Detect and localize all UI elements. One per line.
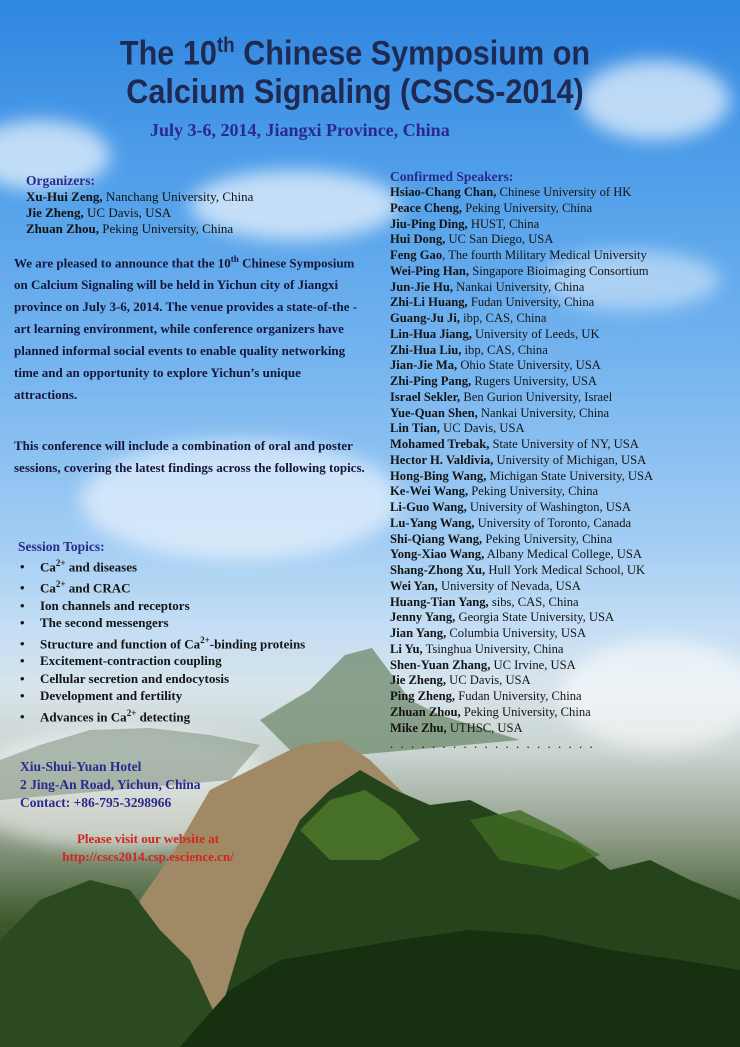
speaker-name: Ping Zheng, [390,689,456,703]
speaker-affiliation: UC Davis, USA [445,673,531,688]
speaker-affiliation: University of Toronto, Canada [474,515,632,530]
session-topics [18,538,305,726]
organizer-affiliation: UC Davis, USA [83,205,172,220]
speaker-row [390,201,730,217]
speaker-row [390,343,730,359]
speaker-affiliation: sibs, CAS, China [488,594,579,609]
speaker-affiliation: UTHSC, USA [446,720,523,735]
organizer-name: Jie Zheng, [26,205,84,220]
organizer-row [26,205,253,221]
organizers-header: Organizers: [26,173,95,188]
topic-text: and diseases [65,559,138,575]
event-title-line2: Calcium Signaling (CSCS-2014) [126,73,584,111]
speaker-row [390,358,730,374]
bullet-icon: • [20,670,25,686]
speaker-affiliation: UC Davis, USA [439,421,525,436]
speaker-list [390,185,730,736]
speaker-name: Israel Sekler, [390,389,461,404]
topic-text: Ca [40,580,56,596]
topic-text: Development and fertility [40,688,183,704]
speaker-affiliation: Columbia University, USA [446,626,587,640]
speaker-affiliation: State University of NY, USA [489,437,639,451]
bullet-icon: • [20,597,25,613]
speaker-name: Shen-Yuan Zhang, [390,657,491,672]
speaker-affiliation: University of Leeds, UK [471,326,600,341]
topic-text: -binding proteins [209,635,306,651]
speaker-name: Wei Yan, [390,578,438,593]
intro-paragraph-2: This conference will include a combination of oral and poster sessions, covering the latest findings across the following topics. [14,438,365,475]
speaker-affiliation: Fudan University, China [455,689,582,703]
speakers-header: Confirmed Speakers: [390,169,514,184]
speaker-row [390,673,730,689]
speaker-name: Wei-Ping Han, [390,263,470,278]
topic-item [18,597,305,615]
contact-phone: Contact: +86-795-3298966 [20,795,172,810]
session-topics-header: Session Topics: [18,539,105,554]
bullet-icon: • [20,580,25,596]
website-notice [18,830,278,866]
speaker-row [390,658,730,674]
speaker-row [390,610,730,626]
speaker-name: Jian Yang, [390,626,447,640]
title-ordinal-suffix: th [216,34,235,57]
organizer-row [26,189,253,205]
speaker-name: Jie Zheng, [390,673,446,688]
topic-superscript: 2+ [200,634,210,645]
speaker-name: Zhi-Hua Liu, [390,342,462,357]
speaker-name: Yong-Xiao Wang, [390,547,485,562]
speaker-row [390,595,730,611]
speaker-affiliation: , The fourth Military Medical University [442,248,647,262]
topic-text: The second messengers [40,615,169,631]
topic-item [18,670,305,688]
speaker-name: Hsiao-Chang Chan, [390,185,497,199]
topic-text: Cellular secretion and endocytosis [40,670,230,686]
speaker-row [390,453,730,469]
speaker-row [390,217,730,233]
speaker-affiliation: University of Michigan, USA [493,452,647,467]
title-line1-a: The 10 [119,34,217,73]
speaker-name: Jiu-Ping Ding, [390,216,468,231]
speaker-affiliation: University of Nevada, USA [437,578,581,593]
topic-text: Excitement-contraction coupling [40,653,222,669]
speaker-name: Zhuan Zhou, [390,704,461,719]
speaker-affiliation: Singapore Bioimaging Consortium [469,263,649,278]
topic-item [18,632,305,653]
speaker-row [390,248,730,264]
topic-superscript: 2+ [126,707,137,718]
organizer-affiliation: Nanchang University, China [102,189,254,204]
venue-info [20,758,201,812]
speaker-row [390,532,730,548]
topic-text: detecting [136,709,191,725]
topic-item [18,576,305,597]
speaker-name: Jian-Jie Ma, [390,358,458,373]
speaker-name: Peace Cheng, [390,200,463,215]
topic-item [18,652,305,670]
organizer-affiliation: Peking University, China [99,221,234,236]
speaker-row [390,516,730,532]
topic-item [18,555,305,576]
bullet-icon: • [20,615,25,631]
speaker-row [390,311,730,327]
speaker-name: Feng Gao [390,248,443,262]
speaker-affiliation: University of Washington, USA [466,500,631,514]
hotel-name: Xiu-Shui-Yuan Hotel [20,759,142,774]
speaker-affiliation: Peking University, China [460,704,591,719]
speaker-name: Guang-Ju Ji, [390,311,460,325]
organizer-row [26,221,253,237]
speaker-affiliation: Chinese University of HK [496,185,632,199]
speaker-affiliation: ibp, CAS, China [460,311,547,325]
speaker-name: Lu-Yang Wang, [390,515,475,530]
topic-item [18,705,305,726]
speaker-row [390,185,730,201]
speaker-row [390,390,730,406]
speaker-name: Mike Zhu, [390,720,447,735]
speaker-name: Shang-Zhong Xu, [390,563,486,577]
speaker-row [390,563,730,579]
topic-text: Ca [40,559,56,575]
speaker-affiliation: Michigan State University, USA [486,468,654,483]
title-line1-b: Chinese Symposium on [234,34,591,73]
speaker-affiliation: Hull York Medical School, UK [485,563,646,577]
speaker-row [390,232,730,248]
speaker-name: Jun-Jie Hu, [390,279,453,294]
website-prompt: Please visit our website at [76,831,220,846]
bullet-icon: • [20,653,25,669]
speaker-row [390,295,730,311]
speaker-name: Lin Tian, [390,421,440,436]
speaker-name: Zhi-Ping Pang, [390,374,472,388]
speaker-name: Ke-Wei Wang, [390,484,469,499]
bullet-icon: • [20,688,25,704]
speaker-row [390,626,730,642]
speaker-row [390,264,730,280]
speaker-row [390,579,730,595]
bullet-icon: • [20,559,25,575]
speaker-affiliation: ibp, CAS, China [461,342,548,357]
topic-text: and CRAC [65,580,131,596]
speaker-affiliation: Nankai University, China [477,405,610,420]
speaker-row [390,437,730,453]
speaker-row [390,327,730,343]
speaker-row [390,421,730,437]
website-link[interactable]: http://cscs2014.csp.escience.cn/ [62,849,234,864]
topic-superscript: 2+ [55,578,66,589]
topic-list [18,555,305,726]
organizers-section [26,173,253,237]
speaker-name: Li-Guo Wang, [390,500,467,514]
organizer-name: Zhuan Zhou, [26,221,99,236]
topic-superscript: 2+ [55,558,66,568]
topic-text: Structure and function of Ca [40,635,201,651]
speaker-name: Jenny Yang, [390,610,456,625]
speaker-affiliation: Georgia State University, USA [455,610,615,625]
topic-text: Ion channels and receptors [40,597,190,613]
speaker-row [390,469,730,485]
speaker-row [390,406,730,422]
speaker-affiliation: Fudan University, China [467,295,595,310]
speaker-affiliation: Albany Medical College, USA [484,547,642,562]
organizers-list [26,189,253,237]
organizer-name: Xu-Hui Zeng, [26,189,103,204]
hotel-address: 2 Jing-An Road, Yichun, China [20,777,201,792]
bullet-icon: • [20,635,25,651]
speaker-name: Mohamed Trebak, [390,437,490,451]
topic-text: Advances in Ca [40,709,127,725]
speaker-name: Huang-Tian Yang, [390,594,489,609]
speaker-affiliation: HUST, China [467,216,540,231]
speaker-row [390,280,730,296]
speaker-row [390,547,730,563]
topic-item [18,614,305,632]
event-title [36,26,675,73]
bullet-icon: • [20,709,25,725]
topic-item [18,687,305,705]
speaker-row [390,642,730,658]
speaker-affiliation: Peking University, China [468,484,599,499]
speaker-affiliation: Tsinghua University, China [422,641,564,656]
speaker-name: Lin-Hua Jiang, [390,326,472,341]
speaker-affiliation: Nankai University, China [452,279,585,294]
speaker-affiliation: Ohio State University, USA [457,358,601,373]
speaker-name: Hong-Bing Wang, [390,468,487,483]
speaker-affiliation: Rugers University, USA [471,374,598,388]
speakers-section [390,169,730,752]
speaker-affiliation: UC Irvine, USA [490,657,576,672]
intro-paragraph-1: We are pleased to announce that the 10th Chinese Symposium on Calcium Signaling will be held in Yichun city of Jiangxi province on July 3-6, 2014. The venue provides a state-of-the -art learning environment, while conference organizers have planned informal social events to enable quality networking time and an opportunity to explore Yichun’s unique attractions. [14,254,358,403]
speaker-list-ellipsis: . . . . . . . . . . . . . . . . . . . . [390,736,595,752]
speaker-affiliation: UC San Diego, USA [445,232,554,247]
speaker-affiliation: Ben Gurion University, Israel [460,389,613,404]
speaker-affiliation: Peking University, China [482,531,613,546]
speaker-name: Hui Dong, [390,232,446,247]
speaker-name: Li Yu, [390,641,423,656]
date-location: July 3-6, 2014, Jiangxi Province, China [150,120,450,140]
speaker-row [390,484,730,500]
speaker-name: Zhi-Li Huang, [390,295,468,310]
speaker-row [390,374,730,390]
speaker-name: Hector H. Valdivia, [390,452,494,467]
speaker-row [390,721,730,737]
speaker-row [390,689,730,705]
speaker-row [390,500,730,516]
speaker-name: Shi-Qiang Wang, [390,531,483,546]
speaker-row [390,705,730,721]
speaker-affiliation: Peking University, China [462,200,593,215]
speaker-name: Yue-Quan Shen, [390,405,478,420]
